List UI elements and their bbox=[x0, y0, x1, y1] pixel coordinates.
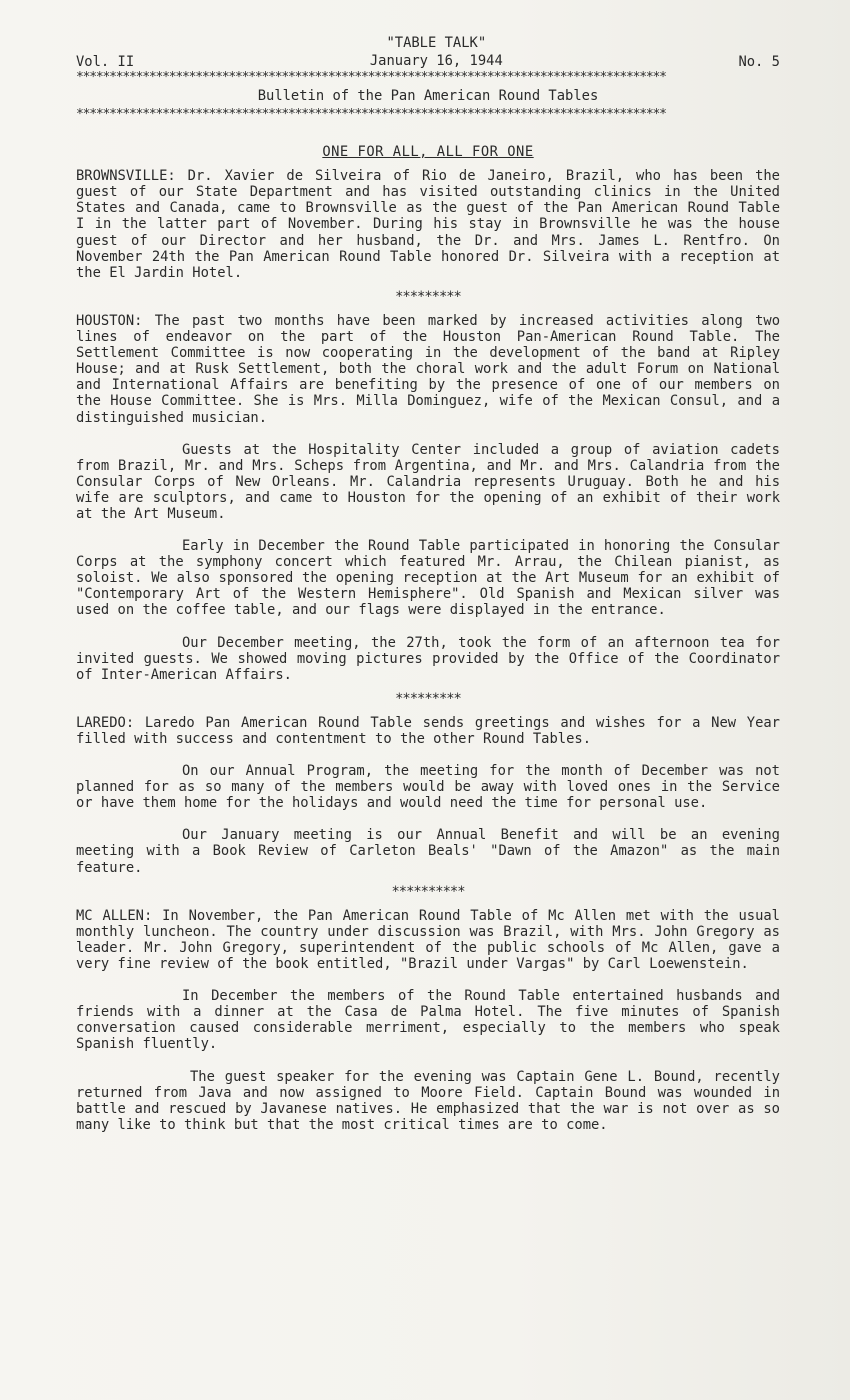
paragraph: MC ALLEN: In November, the Pan American Round Table of Mc Allen met with the usual monthly luncheon. The country under discussion was Brazil, with Mrs. John Gregory as leader. Mr. John Gregory, superintendent of the public schools of Mc Allen, gave a very fine review of the book entitled, "Brazil under Vargas" by Carl Loewenstein. bbox=[76, 907, 780, 973]
section-houston bbox=[76, 313, 780, 683]
volume-label: Vol. II bbox=[76, 53, 135, 70]
paragraph: LAREDO: Laredo Pan American Round Table sends greetings and wishes for a New Year filled with success and contentment to the other Round Tables. bbox=[76, 714, 780, 747]
issue-number: No. 5 bbox=[738, 53, 780, 70]
motto: ONE FOR ALL, ALL FOR ONE bbox=[322, 144, 534, 161]
paragraph: The guest speaker for the evening was Captain Gene L. Bound, recently returned from Java and now assigned to Moore Field. Captain Bound was wounded in battle and rescued by Javanese natives. He emphasized that the war is not over as so many like to think but that the most critical times are to come. bbox=[76, 1068, 780, 1133]
section-brownsville bbox=[76, 168, 780, 281]
masthead-row bbox=[76, 34, 780, 70]
paragraph: On our Annual Program, the meeting for the month of December was not planned for as so many of the members would be away with loved ones in the Service or have them home for the holidays and would need the time for personal use. bbox=[76, 763, 780, 812]
separator: ********** bbox=[391, 883, 465, 900]
paragraph: Guests at the Hospitality Center included a group of aviation cadets from Brazil, Mr. and Mrs. Scheps from Argentina, and Mr. and Mrs. Calandria from the Consular Corps of New Orleans. Mr. Calandria represents Uruguay. Both he and his wife are sculptors, and came to Houston for the opening of an exhibit of their work at the Art Museum. bbox=[76, 441, 780, 522]
section-laredo bbox=[76, 715, 780, 876]
separator: ********* bbox=[395, 288, 461, 305]
paragraph: BROWNSVILLE: Dr. Xavier de Silveira of Rio de Janeiro, Brazil, who has been the guest of our State Department and has visited outstanding clinics in the United States and Canada, came to Brownsville as the guest of the Pan American Round Table I in the latter part of November. During his stay in Brownsville he was the house guest of our Director and her husband, the Dr. and Mrs. James L. Rentfro. On November 24th the Pan American Round Table honored Dr. Silveira with a reception at the El Jardin Hotel. bbox=[76, 168, 780, 281]
section-label: HOUSTON: bbox=[76, 312, 143, 329]
section-label: BROWNSVILLE: bbox=[76, 168, 176, 185]
paragraph: In December the members of the Round Table entertained husbands and friends with a dinner at the Casa de Palma Hotel. The five minutes of Spanish conversation caused considerable merriment, especially to the members who speak Spanish fluently. bbox=[76, 988, 780, 1053]
section-label: MC ALLEN: bbox=[76, 907, 153, 924]
paragraph: Our January meeting is our Annual Benefit and will be an evening meeting with a Book Review of Carleton Beals' "Dawn of the Amazon" as the main feature. bbox=[76, 827, 780, 876]
paragraph: Early in December the Round Table participated in honoring the Consular Corps at the symphony concert which featured Mr. Arrau, the Chilean pianist, as soloist. We also sponsored the opening reception at the Art Museum for an exhibit of "Contemporary Art of the Western Hemisphere". Old Spanish and Mexican silver was used on the coffee table, and our flags were displayed in the entrance. bbox=[76, 538, 780, 619]
separator: ********* bbox=[395, 690, 461, 707]
paragraph: HOUSTON: The past two months have been marked by increased activities along two lines of endeavor on the part of the Houston Pan-American Round Table. The Settlement Committee is now cooperating in the development of the band at Ripley House; and at Rusk Settlement, both the choral work and the adult Forum on National and International Affairs are benefiting by the presence of one of our members on the House Committee. She is Mrs. Milla Dominguez, wife of the Mexican Consul, and a distinguished musician. bbox=[76, 312, 780, 426]
star-rule-top: ***************************************************************************************** bbox=[76, 70, 666, 85]
bulletin-subtitle: Bulletin of the Pan American Round Tables bbox=[257, 88, 599, 104]
paragraph: Our December meeting, the 27th, took the form of an afternoon tea for invited guests. We showed moving pictures provided by the Office of the Coordinator of Inter-American Affairs. bbox=[76, 634, 780, 683]
issue-date: January 16, 1944 bbox=[369, 53, 503, 69]
masthead-center bbox=[370, 34, 503, 70]
section-mcallen bbox=[76, 908, 780, 1133]
section-label: LAREDO: bbox=[76, 714, 135, 731]
masthead-title: "TABLE TALK" bbox=[386, 35, 487, 51]
star-rule-bottom: ***************************************************************************************** bbox=[76, 107, 666, 123]
